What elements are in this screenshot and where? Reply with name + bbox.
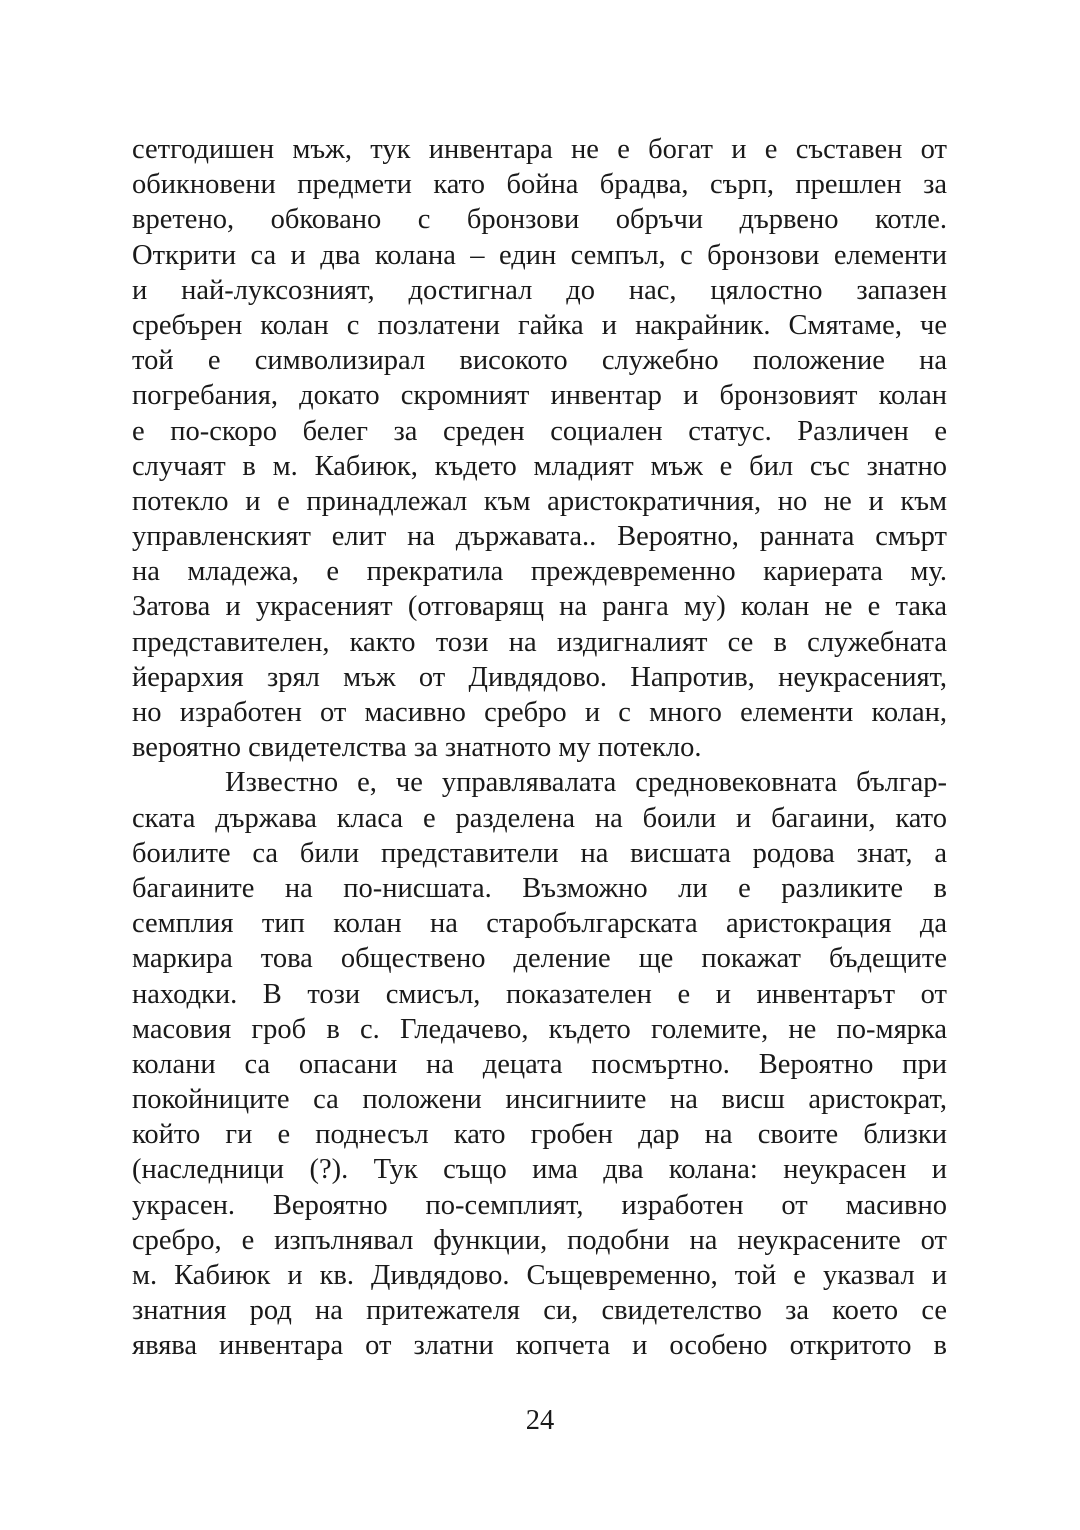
text-line: йерархия зрял мъж от Дивдядово. Напротив, неукрасеният, bbox=[132, 661, 947, 693]
text-line: Затова и украсеният (отговарящ на ранга му) колан не е така bbox=[132, 591, 947, 623]
paragraph-2 bbox=[132, 765, 947, 1363]
text-line: обикновени предмети като бойна брадва, сърп, прешлен за bbox=[132, 169, 947, 201]
text-line: но изработен от масивно сребро и с много елементи колан, bbox=[132, 697, 947, 728]
text-line: сребърен колан с позлатени гайка и накрайник. Смятаме, че bbox=[132, 309, 947, 341]
body-text bbox=[132, 132, 947, 1364]
text-line: случаят в м. Кабиюк, където младият мъж е бил със знатно bbox=[132, 450, 947, 482]
text-line: м. Кабиюк и кв. Дивдядово. Същевременно, той е указвал и bbox=[132, 1260, 947, 1291]
page-number: 24 bbox=[525, 1405, 555, 1436]
text-line: представителен, както този на издигналият се в служебната bbox=[132, 626, 947, 658]
text-line: погребания, докато скромният инвентар и бронзовият колан bbox=[132, 380, 947, 412]
text-line: той е символизирал високото служебно положение на bbox=[132, 345, 947, 377]
text-line: явява инвентара от златни копчета и особено откритото в bbox=[132, 1330, 947, 1362]
text-line: маркира това обществено деление ще покажат бъдещите bbox=[132, 943, 947, 975]
text-line: и най-луксозният, достигнал до нас, цялостно запазен bbox=[132, 274, 947, 306]
text-line: вероятно свидетелства за знатното му потекло. bbox=[132, 732, 702, 764]
text-line: сребро, е изпълнявал функции, подобни на неукрасените от bbox=[132, 1224, 947, 1256]
text-line: на младежа, е прекратила преждевременно кариерата му. bbox=[132, 556, 947, 588]
text-line: багаините на по-нисшата. Възможно ли е разликите в bbox=[132, 872, 947, 904]
text-line: Открити са и два колана – един семпъл, с бронзови елементи bbox=[132, 239, 947, 271]
text-line: който ги е поднесъл като гробен дар на своите близки bbox=[132, 1119, 947, 1151]
text-line: е по-скоро белег за среден социален статус. Различен е bbox=[132, 415, 947, 447]
text-line: семплия тип колан на старобългарската аристокрация да bbox=[132, 908, 947, 940]
text-line: управленският елит на държавата.. Вероятно, ранната смърт bbox=[132, 521, 947, 553]
paragraph-1 bbox=[132, 132, 947, 765]
text-line: сетгодишен мъж, тук инвентара не е богат и е съставен от bbox=[132, 134, 947, 165]
text-line: колани са опасани на децата посмъртно. Вероятно при bbox=[132, 1048, 947, 1080]
text-line: вретено, обковано с бронзови обръчи дървено котле. bbox=[132, 204, 947, 236]
text-line: Известно е, че управлявалата средновековната българ- bbox=[225, 767, 947, 799]
text-line: масовия гроб в с. Гледачево, където големите, не по-мярка bbox=[132, 1013, 947, 1045]
text-line: украсен. Вероятно по-семплият, изработен от масивно bbox=[132, 1189, 947, 1221]
text-line: знатния род на притежателя си, свидетелство за което се bbox=[132, 1295, 947, 1327]
text-line: боилите са били представители на висшата родова знат, а bbox=[132, 837, 947, 869]
text-line: находки. В този смисъл, показателен е и инвентарът от bbox=[132, 978, 947, 1010]
text-line: потекло и е принадлежал към аристократичния, но не и към bbox=[132, 485, 947, 517]
text-line: (наследници (?). Тук също има два колана: неукрасен и bbox=[132, 1154, 947, 1186]
text-line: ската държава класа е разделена на боили и багаини, като bbox=[132, 802, 947, 834]
text-line: покойниците са положени инсигниите на висш аристократ, bbox=[132, 1084, 947, 1116]
